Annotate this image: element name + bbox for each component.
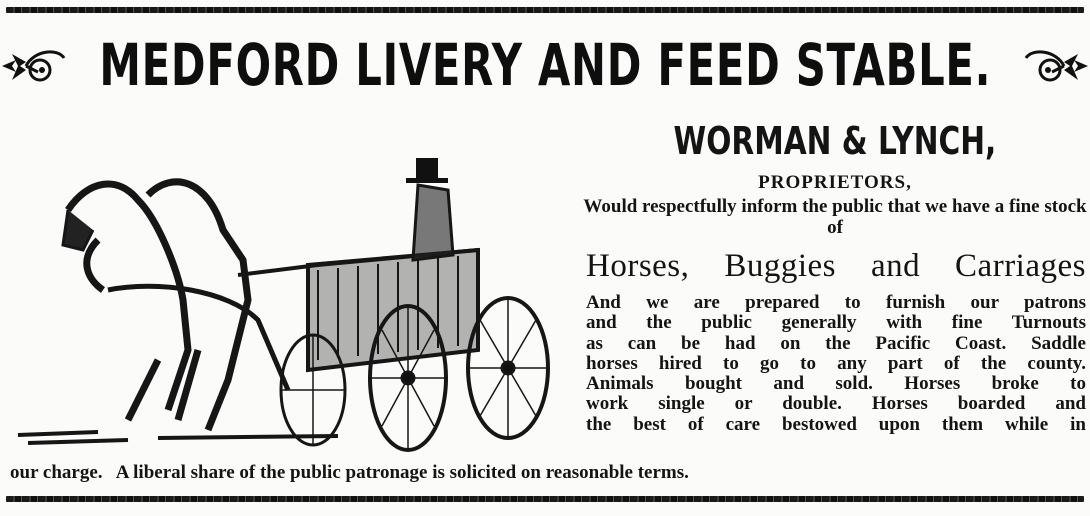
- body-line: as can be had on the Pacific Coast. Saddle: [586, 332, 1086, 354]
- stock-word: and: [870, 248, 921, 284]
- body-line: And we are prepared to furnish our patrons: [586, 292, 1086, 313]
- firm-name: WORMAN & LYNCH,: [673, 119, 997, 163]
- headline: [0, 31, 1090, 99]
- stock-heading: [586, 250, 1086, 283]
- fleuron-left-icon: [0, 40, 70, 90]
- bottom-border-rule: [6, 496, 1084, 502]
- body-paragraph: [586, 293, 1086, 435]
- top-border-rule: [6, 7, 1084, 13]
- stock-word: Buggies: [724, 248, 837, 284]
- body-line: horses hired to go to any part of the county.: [586, 352, 1086, 374]
- body-line: the best of care bestowed upon them while in: [586, 413, 1086, 435]
- horse-carriage-illustration: [8, 150, 578, 465]
- body-line: work single or double. Horses boarded and: [586, 393, 1086, 415]
- closing-line: our charge. A liberal share of the public patronage is solicited on reasonable terms.: [10, 462, 689, 483]
- stock-word: Horses,: [586, 248, 690, 284]
- intro-text: Would respectfully inform the public that we have a fine stock of: [583, 196, 1087, 238]
- fleuron-right-icon: [1020, 40, 1090, 90]
- stock-word: Carriages: [955, 248, 1086, 284]
- body-line: Animals bought and sold. Horses broke to: [586, 373, 1086, 395]
- proprietors-label: PROPRIETORS,: [758, 172, 912, 193]
- headline-title: MEDFORD LIVERY AND FEED STABLE.: [99, 31, 991, 99]
- body-line: and the public generally with fine Turnouts: [586, 312, 1086, 334]
